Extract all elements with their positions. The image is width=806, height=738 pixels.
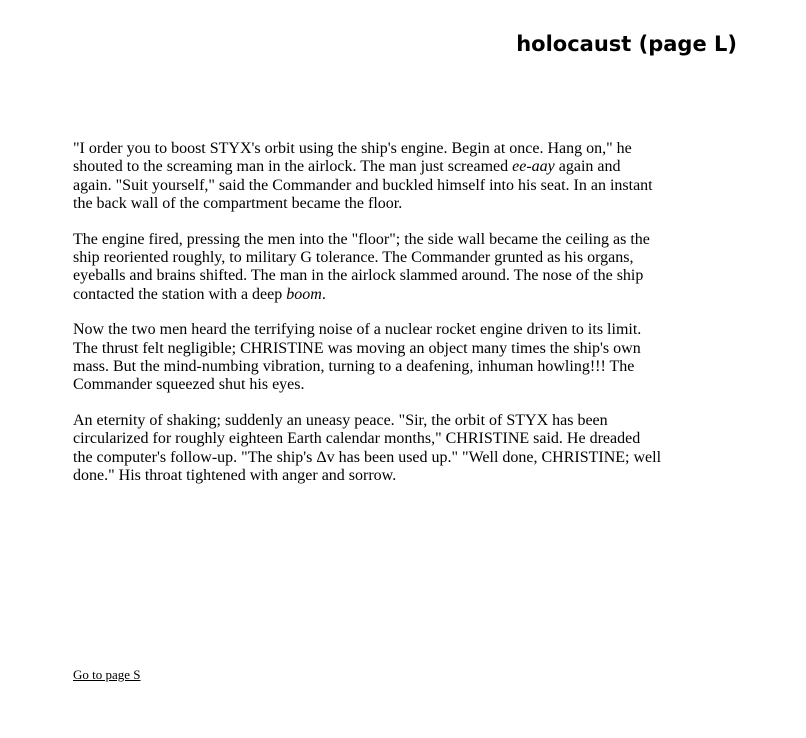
emphasized-text: boom (286, 285, 322, 303)
paragraph-text: . (321, 285, 326, 303)
emphasized-text: ee-aay (512, 158, 555, 176)
story-paragraph (73, 321, 663, 394)
story-paragraph (73, 231, 663, 304)
paragraph-text: Now the two men heard the terrifying noise of a nuclear rocket engine driven to its limit. The thrust felt negligible; CHRISTINE was moving an object many times the ship's own mass. But the mind-numbing vibration, turning to a deafening, inhuman howling!!! The Commander squeezed shut his eyes. (73, 321, 642, 394)
paragraph-text: The engine fired, pressing the men into the "floor"; the side wall became the ceiling as the ship reoriented roughly, to military G tolerance. The Commander grunted as his organs, eyeballs and brains shifted. The man in the airlock slammed around. The nose of the ship contacted the station with a deep (73, 230, 650, 303)
story-paragraph (73, 412, 663, 485)
story-body (73, 140, 663, 485)
paragraph-text: "I order you to boost STYX's orbit using the ship's engine. Begin at once. Hang on," he shouted to the screaming man in the airlock. The man just screamed (73, 140, 632, 176)
story-paragraph (73, 140, 663, 213)
go-to-page-s-link[interactable]: Go to page S (73, 667, 141, 682)
paragraph-text: again and again. "Suit yourself," said the Commander and buckled himself into his seat. In an instant the back wall of the compartment became the floor. (73, 158, 653, 212)
paragraph-text: An eternity of shaking; suddenly an uneasy peace. "Sir, the orbit of STYX has been circularized for roughly eighteen Earth calendar months," CHRISTINE said. He dreaded the computer's follow-up. "The ship's Δv has been used up." "Well done, CHRISTINE; well done." His throat tightened with anger and sorrow. (73, 412, 662, 484)
page-title: holocaust (page L) (516, 32, 737, 56)
